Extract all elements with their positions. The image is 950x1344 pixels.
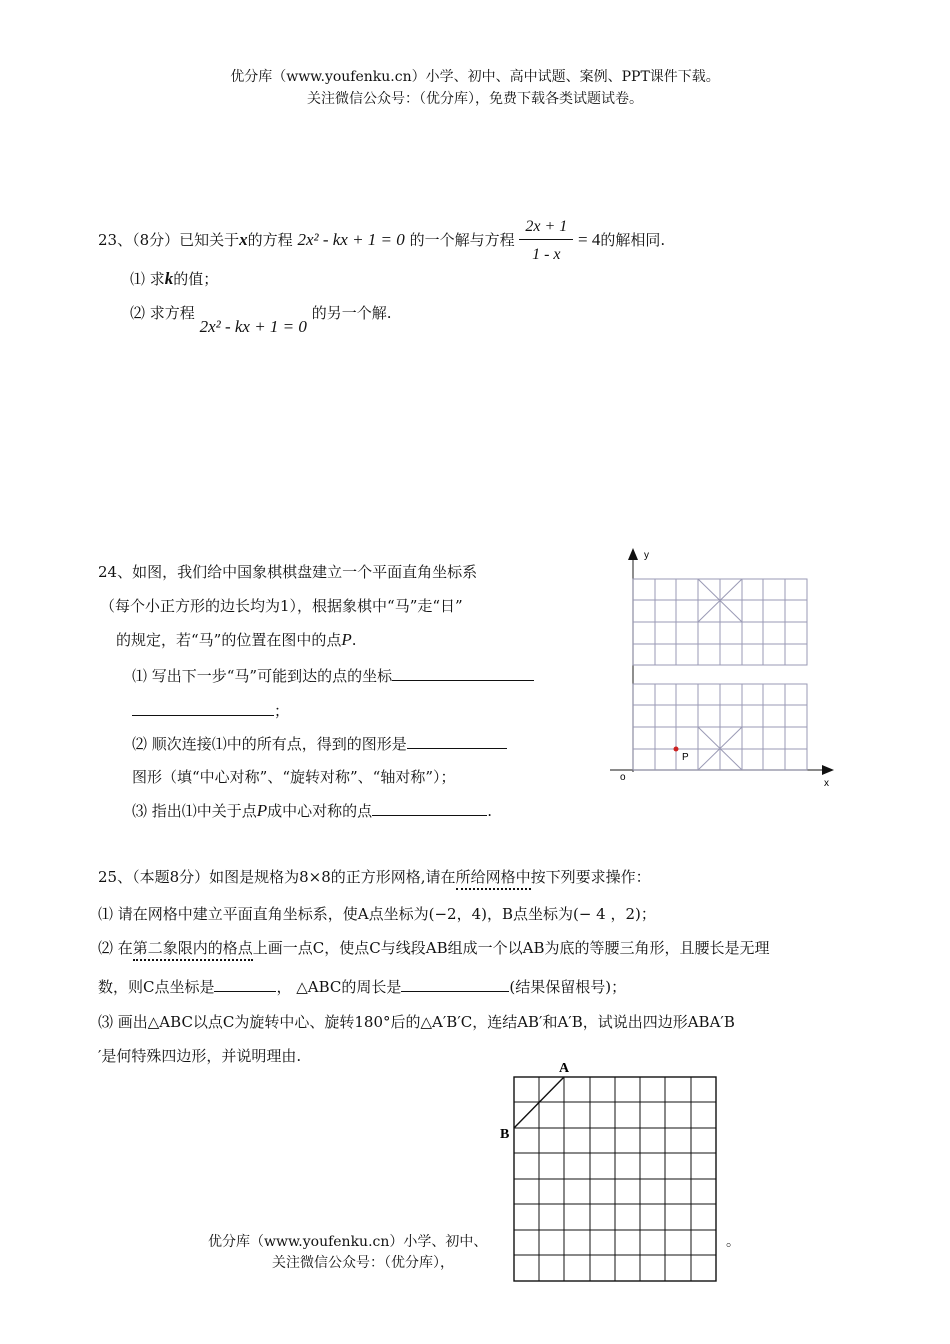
q25-part-3-line2: ′是何特殊四边形，并说明理由. [98,1047,302,1065]
q25-part2-line2-mid: ， △ABC的周长是 [276,978,402,996]
q24-part-1-cont [132,700,289,721]
label-a: A [559,1061,570,1076]
board-upper-half [633,579,807,665]
q25-part-3: ⑶ 画出△ABC以点C为旋转中心、旋转180°后的△A′B′C，连结AB′和A′B，试说出四边形ABA′B [98,1013,735,1031]
q23-stem-suffix: 的解相同. [600,231,666,249]
origin-label: o [620,772,626,783]
q24-part-1 [132,665,534,686]
q24-part3-mid: 成中心对称的点 [267,802,373,820]
q25-part2-prefix: ⑵ 在 [98,939,133,957]
q24-part2-blank[interactable] [407,734,507,749]
q25-part2-dotted: 第二象限内的格点 [133,939,253,961]
q24-line-1: 24、如图，我们给中国象棋棋盘建立一个平面直角坐标系 [98,563,478,581]
q25-part-1: ⑴ 请在网格中建立平面直角坐标系，使A点坐标为(−2，4)，B点坐标为(− 4 ，2)； [98,905,656,923]
q23-part1-prefix: ⑴ 求 [130,270,165,288]
q25-line-1 [98,866,651,887]
q25-line1-suffix: 按下列要求操作： [530,868,651,886]
footer-line-2: 关注微信公众号：（优分库）， [272,1255,454,1271]
q24-part3-end: . [487,802,492,820]
q24-part-2 [132,733,507,754]
q23-part1-suffix: 的值； [173,270,219,288]
q23-fraction [519,218,573,264]
q25-part2-line2-suffix: (结果保留根号)； [509,978,627,996]
q23-part1-var: k [164,269,174,288]
q24-part3-prefix: ⑶ 指出⑴中关于点 [132,802,257,820]
q23-part-2 [130,302,392,336]
q23-stem [98,218,665,264]
q23-equation-2-rhs: = 4 [578,230,601,249]
header-line-1: 优分库（www.youfenku.cn）小学、初中、高中试题、案例、PPT课件下载。 [230,69,720,85]
label-b: B [500,1127,510,1142]
q24-part1-prefix: ⑴ 写出下一步“马”可能到达的点的坐标 [132,667,393,685]
q25-part2-suffix: 上画一点C，使点C与线段AB组成一个以AB为底的等腰三角形，且腰长是无理 [252,939,770,957]
q24-part-2-line2: 图形（填“中心对称”、“旋转对称”、“轴对称”）； [132,768,456,786]
q23-part2-suffix: 的另一个解. [311,304,392,322]
header-line-2: 关注微信公众号：（优分库），免费下载各类试题试卷。 [307,91,643,107]
q24-part1-blank[interactable] [392,666,534,681]
q25-line1-prefix: 25、（本题8分）如图是规格为8×8的正方形网格,请在 [98,868,456,886]
q24-line-2: （每个小正方形的边长均为1），根据象棋中“马”走“日” [100,597,463,615]
q25-point-c-blank[interactable] [214,977,276,992]
q25-perimeter-blank[interactable] [401,977,509,992]
q25-line1-dotted: 所给网格中 [456,868,531,890]
q23-equation-1: 2x² - kx + 1 = 0 [297,230,405,249]
x-axis-label: x [824,778,829,789]
q24-line3-prefix: 的规定，若“马”的位置在图中的点 [116,631,342,649]
y-axis-arrow-icon [628,548,638,560]
q23-stem-mid: 的方程 [247,231,293,249]
q24-line3-var: P [341,630,352,649]
q23-fraction-numerator: 2x + 1 [519,218,573,240]
q25-grid-figure [496,1056,722,1286]
footer-line-1: 优分库（www.youfenku.cn）小学、初中、 [208,1234,488,1250]
q23-part-1 [130,268,218,289]
q24-part3-var: P [256,801,268,820]
y-axis-label: y [644,550,649,561]
q24-part3-blank[interactable] [372,801,487,816]
q24-line-3 [116,629,357,650]
board-lower-half [633,684,807,770]
q23-stem-mid2: 的一个解与方程 [409,231,515,249]
q23-stem-prefix: 23、（8分）已知关于 [98,231,240,249]
q24-part2-prefix: ⑵ 顺次连接⑴中的所有点，得到的图形是 [132,735,407,753]
q24-part1-end: ； [274,702,290,720]
chessboard-figure [600,544,840,792]
q25-grid [514,1077,716,1281]
point-p [674,747,679,752]
q25-part-2 [98,937,769,958]
x-axis-arrow-icon [822,765,834,775]
q25-part-2-line2 [98,976,626,997]
q23-fraction-denominator: 1 - x [532,246,561,263]
point-p-label: P [682,752,689,763]
q24-part-3 [132,800,492,821]
q24-part1-blank-2[interactable] [132,701,274,716]
footer-tail: 。 [726,1234,740,1250]
q23-part2-prefix: ⑵ 求方程 [130,304,195,322]
q24-line3-suffix: . [351,631,357,649]
q23-part2-equation: 2x² - kx + 1 = 0 [199,317,307,336]
q23-var-x: x [239,230,248,249]
q25-part2-line2-prefix: 数，则C点坐标是 [98,978,215,996]
